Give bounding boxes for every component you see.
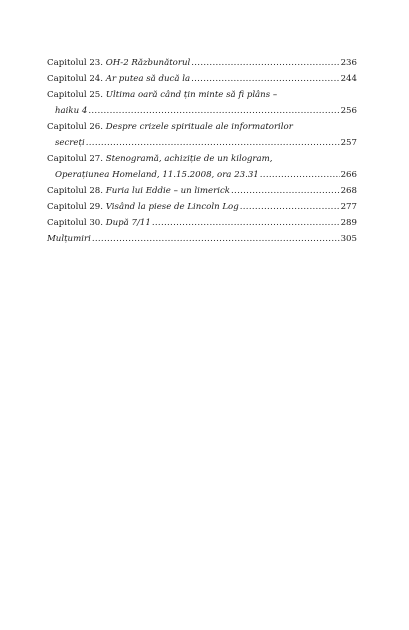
page-number: 236	[340, 58, 357, 68]
page-number: 244	[340, 74, 357, 84]
chapter-title: Stenogramă, achiziție de un kilogram,	[105, 154, 273, 164]
dot-leader	[191, 71, 340, 87]
toc-entry[interactable]	[47, 55, 357, 71]
chapter-title: Despre crizele spirituale ale informatorilor	[105, 122, 293, 132]
chapter-title-continuation: haiku 4	[55, 106, 88, 116]
chapter-label: Capitolul 23.	[47, 58, 104, 68]
chapter-title: Ultima oară când țin minte să fi plâns –	[105, 90, 278, 100]
chapter-title-continuation: secreți	[55, 138, 85, 148]
toc-entry[interactable]	[47, 87, 357, 119]
chapter-title: Ar putea să ducă la	[105, 74, 191, 84]
chapter-label: Capitolul 29.	[47, 202, 104, 212]
toc-entry[interactable]	[47, 199, 357, 215]
dot-leader	[86, 135, 340, 151]
toc-entry[interactable]	[47, 119, 357, 151]
page-number: 257	[340, 138, 357, 148]
chapter-label: Capitolul 27.	[47, 154, 104, 164]
chapter-title: Visând la piese de Lincoln Log	[105, 202, 239, 212]
chapter-title: Furia lui Eddie – un limerick	[105, 186, 231, 196]
chapter-label: Capitolul 28.	[47, 186, 104, 196]
dot-leader	[92, 231, 340, 247]
chapter-label: Capitolul 26.	[47, 122, 104, 132]
dot-leader	[231, 183, 340, 199]
page-number: 256	[340, 106, 357, 116]
acknowledgements-title: Mulțumiri	[47, 234, 91, 244]
toc-entry[interactable]	[47, 151, 357, 183]
page-number: 266	[340, 170, 357, 180]
dot-leader	[191, 55, 339, 71]
chapter-label: Capitolul 24.	[47, 74, 104, 84]
chapter-label: Capitolul 25.	[47, 90, 104, 100]
dot-leader	[260, 167, 340, 183]
toc-entry[interactable]	[47, 71, 357, 87]
dot-leader	[88, 103, 339, 119]
page-number: 268	[340, 186, 357, 196]
dot-leader	[152, 215, 340, 231]
page-number: 289	[340, 218, 357, 228]
toc-entry[interactable]	[47, 183, 357, 199]
page-number: 277	[340, 202, 357, 212]
chapter-title-continuation: Operațiunea Homeland, 11.15.2008, ora 23.31	[55, 170, 259, 180]
chapter-title: OH-2 Răzbunătorul	[105, 58, 191, 68]
table-of-contents	[47, 55, 357, 247]
toc-entry[interactable]	[47, 215, 357, 231]
chapter-label: Capitolul 30.	[47, 218, 104, 228]
toc-entry[interactable]	[47, 231, 357, 247]
chapter-title: După 7/11	[105, 218, 151, 228]
dot-leader	[240, 199, 340, 215]
page-number: 305	[340, 234, 357, 244]
